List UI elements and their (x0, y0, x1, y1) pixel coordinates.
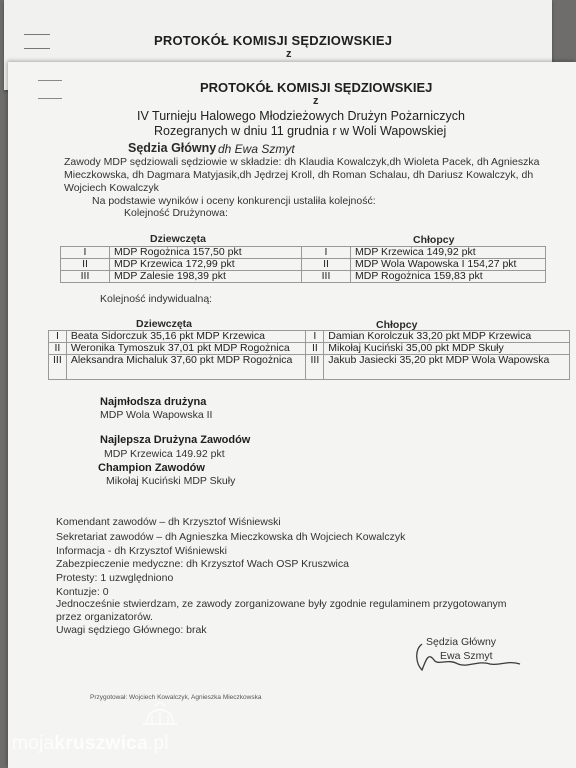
results-basis: Na podstawie wyników i oceny konkurencji ustaliła kolejność: (92, 195, 376, 207)
champion-value: Mikołaj Kuciński MDP Skuły (106, 475, 236, 487)
place-cell: I (61, 247, 110, 259)
girls-cell: MDP Krzewica 172,99 pkt (110, 259, 302, 271)
best-team-label: Najlepsza Drużyna Zawodów (100, 434, 251, 446)
table-row (49, 343, 570, 355)
footer-line: Informacja - dh Krzysztof Wiśniewski (56, 545, 227, 557)
boys-cell: MDP Krzewica 149,92 pkt (351, 247, 546, 259)
youngest-team-value: MDP Wola Wapowska II (100, 409, 213, 421)
back-sheet-title: PROTOKÓŁ KOMISJI SĘDZIOWSKIEJ (154, 33, 393, 48)
table-row (61, 271, 546, 283)
footer-line: Komendant zawodów – dh Krzysztof Wiśniewski (56, 516, 281, 528)
footer-line: Zabezpieczenie medyczne: dh Krzysztof Wach OSP Kruszwica (56, 558, 349, 570)
team-order-label: Kolejność Drużynowa: (124, 207, 228, 219)
protocol-page (8, 62, 576, 768)
dash-mark (38, 80, 62, 81)
girls-cell: Weronika Tymoszuk 37,01 pkt MDP Rogożnica (66, 343, 306, 355)
best-team-value: MDP Krzewica 149.92 pkt (104, 448, 225, 460)
footer-line: przez organizatorów. (56, 611, 153, 623)
prepared-by: Przygotował: Wojciech Kowalczyk, Agnieszka Mieczkowska (90, 694, 262, 701)
champion-label: Champion Zawodów (98, 462, 205, 474)
place-cell: I (302, 247, 351, 259)
signature-label: Sędzia Główny (426, 636, 497, 648)
team-results-table (60, 246, 546, 283)
footer-line: Jednocześnie stwierdzam, ze zawody zorganizowane były zgodnie regulaminem przygotowanym (56, 598, 507, 610)
place-cell: II (49, 343, 67, 355)
document-title: PROTOKÓŁ KOMISJI SĘDZIOWSKIEJ (200, 80, 433, 95)
footer-line: Uwagi sędziego Głównego: brak (56, 624, 207, 636)
footer-line: Protesty: 1 uzwględniono (56, 572, 174, 584)
watermark-suffix: .pl (147, 733, 169, 754)
individual-girls-header: Dziewczęta (136, 318, 193, 330)
back-sheet-z: z (286, 48, 292, 60)
footer-line: Sekretariat zawodów – dh Agnieszka Mieczkowska dh Wojciech Kowalczyk (56, 531, 406, 543)
watermark-logo-icon (137, 700, 183, 730)
team-boys-header: Chłopcy (413, 234, 455, 246)
individual-order-label: Kolejność indywidualną: (100, 293, 213, 305)
subtitle-1: IV Turnieju Halowego Młodzieżowych Drużyn Pożarniczych (137, 109, 465, 123)
dash-mark (24, 48, 50, 49)
girls-cell: MDP Zalesie 198,39 pkt (110, 271, 302, 283)
team-girls-header: Dziewczęta (150, 233, 207, 245)
place-cell: II (306, 343, 324, 355)
footer-line: Kontuzje: 0 (56, 586, 109, 598)
boys-cell: MDP Wola Wapowska I 154,27 pkt (351, 259, 546, 271)
boys-cell: MDP Rogożnica 159,83 pkt (351, 271, 546, 283)
place-cell: III (306, 355, 324, 380)
boys-cell: Damian Korolczuk 33,20 pkt MDP Krzewica (324, 331, 570, 343)
table-row (61, 259, 546, 271)
boys-cell: Jakub Jasiecki 35,20 pkt MDP Wola Wapowska (324, 355, 570, 380)
judge-label: Sędzia Główny (128, 141, 217, 155)
table-row (61, 247, 546, 259)
individual-boys-header: Chłopcy (376, 319, 418, 331)
table-row (49, 331, 570, 343)
girls-cell: Beata Sidorczuk 35,16 pkt MDP Krzewica (66, 331, 306, 343)
watermark-brand: kruszwica (54, 733, 148, 754)
handwritten-signature (408, 630, 528, 680)
place-cell: III (61, 271, 110, 283)
judge-name: dh Ewa Szmyt (218, 142, 295, 156)
subtitle-2: Rozegranych w dniu 11 grudnia r w Woli Wapowskiej (154, 124, 447, 138)
place-cell: II (61, 259, 110, 271)
watermark (12, 733, 169, 755)
girls-cell: Aleksandra Michaluk 37,60 pkt MDP Rogożnica (66, 355, 306, 380)
table-row (49, 355, 570, 380)
place-cell: I (306, 331, 324, 343)
place-cell: III (302, 271, 351, 283)
girls-cell: MDP Rogożnica 157,50 pkt (110, 247, 302, 259)
boys-cell: Mikołaj Kuciński 35,00 pkt MDP Skuły (324, 343, 570, 355)
dash-mark (24, 34, 50, 35)
youngest-team-label: Najmłodsza drużyna (100, 396, 207, 408)
place-cell: III (49, 355, 67, 380)
judges-composition: Zawody MDP sędziowali sędziowie w składzie: dh Klaudia Kowalczyk,dh Wioleta Pacek, dh Agnieszka Mieczkowska, dh Dagmara Matyjasik,dh Jędrzej Kroll, dh Roman Schalau, dh Dariusz Kowalczyk, dh Wojciech Kowalczyk (64, 156, 540, 194)
place-cell: II (302, 259, 351, 271)
individual-results-table (48, 330, 570, 380)
dash-mark (38, 98, 62, 99)
signature-name: Ewa Szmyt (440, 650, 493, 662)
place-cell: I (49, 331, 67, 343)
title-z: z (313, 95, 319, 107)
watermark-prefix: moja (12, 733, 55, 754)
